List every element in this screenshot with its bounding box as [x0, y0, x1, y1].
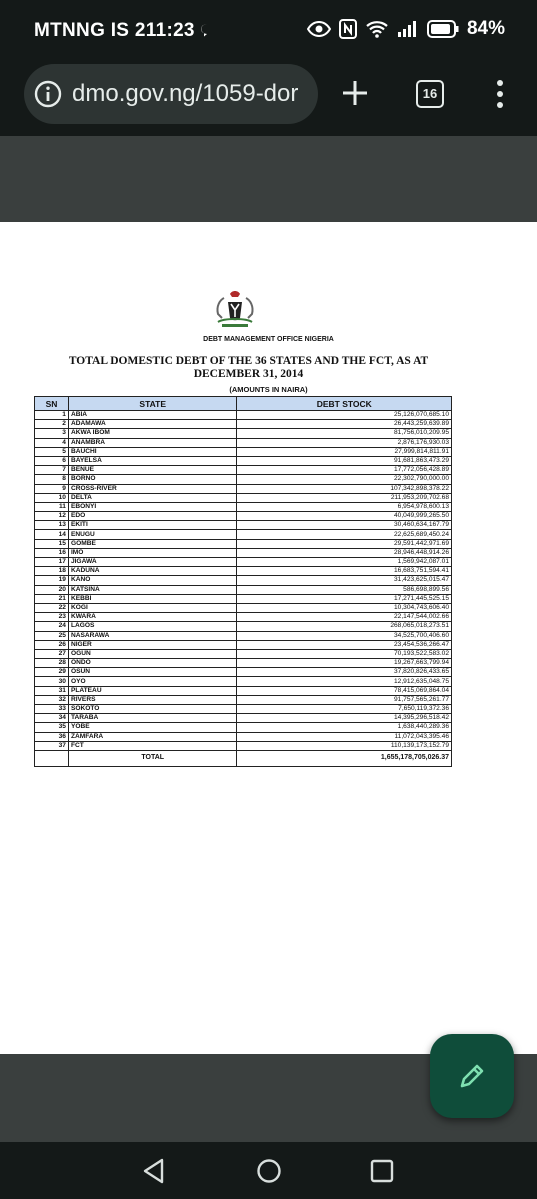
browser-toolbar	[0, 62, 537, 136]
table-row	[35, 594, 452, 603]
debt-stock-cell: 22,302,790,000.00	[237, 475, 452, 484]
plus-icon[interactable]	[340, 78, 370, 108]
table-row	[35, 631, 452, 640]
state-cell: KEBBI	[68, 594, 237, 603]
sn-cell: 14	[35, 530, 69, 539]
debt-stock-cell: 2,876,176,930.03	[237, 438, 452, 447]
debt-stock-cell: 81,756,010,209.95	[237, 429, 452, 438]
sn-cell: 25	[35, 631, 69, 640]
table-row	[35, 475, 452, 484]
sn-cell: 37	[35, 741, 69, 750]
clock: 211:23	[134, 20, 195, 41]
status-carrier-time	[34, 20, 214, 42]
document-subtitle: (AMOUNTS IN NAIRA)	[229, 385, 308, 394]
sn-cell: 4	[35, 438, 69, 447]
sn-cell: 30	[35, 677, 69, 686]
sn-cell: 21	[35, 594, 69, 603]
debt-stock-cell: 70,193,522,583.02	[237, 649, 452, 658]
total-sn-cell	[35, 750, 69, 766]
sn-cell: 24	[35, 622, 69, 631]
state-cell: OGUN	[68, 649, 237, 658]
debt-stock-cell: 34,525,700,406.60	[237, 631, 452, 640]
sn-cell: 20	[35, 585, 69, 594]
sn-cell: 2	[35, 420, 69, 429]
table-row	[35, 677, 452, 686]
state-cell: ZAMFARA	[68, 732, 237, 741]
state-cell: KOGI	[68, 603, 237, 612]
table-row	[35, 659, 452, 668]
table-row	[35, 613, 452, 622]
debt-stock-cell: 37,820,826,433.65	[237, 668, 452, 677]
sn-cell: 9	[35, 484, 69, 493]
table-row	[35, 420, 452, 429]
sn-cell: 11	[35, 502, 69, 511]
sn-cell: 16	[35, 548, 69, 557]
state-cell: CROSS-RIVER	[68, 484, 237, 493]
back-icon[interactable]	[142, 1158, 166, 1184]
debt-stock-cell: 40,049,999,265.50	[237, 512, 452, 521]
state-cell: KATSINA	[68, 585, 237, 594]
eye-icon	[307, 21, 331, 37]
debt-stock-cell: 586,698,899.56	[237, 585, 452, 594]
table-body	[35, 411, 452, 751]
table-row	[35, 640, 452, 649]
viewer-top-margin	[0, 136, 537, 222]
state-cell: SOKOTO	[68, 705, 237, 714]
sn-cell: 5	[35, 447, 69, 456]
edit-fab-button[interactable]	[430, 1034, 514, 1118]
state-cell: ONDO	[68, 659, 237, 668]
sn-cell: 35	[35, 723, 69, 732]
state-cell: NIGER	[68, 640, 237, 649]
chat-bubble-icon	[200, 23, 214, 37]
total-label: TOTAL	[68, 750, 237, 766]
table-row	[35, 585, 452, 594]
table-row	[35, 530, 452, 539]
sn-cell: 15	[35, 539, 69, 548]
debt-stock-cell: 6,954,978,600.13	[237, 502, 452, 511]
wifi-icon	[365, 20, 389, 38]
state-cell: GOMBE	[68, 539, 237, 548]
state-cell: BENUE	[68, 466, 237, 475]
table-row	[35, 438, 452, 447]
more-vert-icon[interactable]	[490, 78, 510, 110]
recents-icon[interactable]	[370, 1159, 394, 1183]
table-row	[35, 447, 452, 456]
state-cell: AKWA IBOM	[68, 429, 237, 438]
debt-stock-cell: 31,423,625,015.47	[237, 576, 452, 585]
signal-icon	[397, 20, 419, 38]
home-icon[interactable]	[256, 1158, 282, 1184]
sn-cell: 33	[35, 705, 69, 714]
debt-stock-cell: 16,683,751,594.41	[237, 567, 452, 576]
sn-cell: 23	[35, 613, 69, 622]
table-row	[35, 493, 452, 502]
debt-stock-cell: 22,147,544,002.66	[237, 613, 452, 622]
state-cell: NASARAWA	[68, 631, 237, 640]
sn-cell: 7	[35, 466, 69, 475]
table-row	[35, 686, 452, 695]
column-header-sn: SN	[35, 397, 69, 411]
table-row	[35, 411, 452, 420]
table-row	[35, 622, 452, 631]
status-icons	[307, 18, 505, 40]
table-row	[35, 567, 452, 576]
table-row	[35, 429, 452, 438]
state-cell: EKITI	[68, 521, 237, 530]
table-row	[35, 714, 452, 723]
debt-stock-cell: 91,757,565,261.77	[237, 695, 452, 704]
table-row	[35, 695, 452, 704]
state-cell: OSUN	[68, 668, 237, 677]
state-cell: ENUGU	[68, 530, 237, 539]
debt-stock-cell: 29,591,442,971.69	[237, 539, 452, 548]
nfc-icon	[339, 19, 357, 39]
info-icon[interactable]	[34, 80, 62, 108]
table-row	[35, 668, 452, 677]
table-row	[35, 539, 452, 548]
sn-cell: 27	[35, 649, 69, 658]
sn-cell: 26	[35, 640, 69, 649]
debt-stock-cell: 23,454,536,266.47	[237, 640, 452, 649]
table-header-row	[35, 397, 452, 411]
sn-cell: 19	[35, 576, 69, 585]
debt-stock-cell: 107,342,898,378.22	[237, 484, 452, 493]
table-row	[35, 548, 452, 557]
debt-stock-cell: 17,772,056,428.89	[237, 466, 452, 475]
table-row	[35, 576, 452, 585]
column-header-state: STATE	[68, 397, 237, 411]
debt-stock-cell: 91,681,863,473.29	[237, 456, 452, 465]
table-row	[35, 603, 452, 612]
table-row	[35, 484, 452, 493]
table-row	[35, 502, 452, 511]
table-row	[35, 466, 452, 475]
sn-cell: 28	[35, 659, 69, 668]
state-cell: IMO	[68, 548, 237, 557]
table-row	[35, 512, 452, 521]
state-cell: BAUCHI	[68, 447, 237, 456]
debt-stock-cell: 1,569,942,087.01	[237, 558, 452, 567]
state-cell: OYO	[68, 677, 237, 686]
debt-stock-cell: 30,460,634,167.79	[237, 521, 452, 530]
tab-switcher-button[interactable]: 16	[416, 80, 444, 108]
battery-icon	[427, 20, 459, 38]
state-cell: KANO	[68, 576, 237, 585]
table-row	[35, 741, 452, 750]
sn-cell: 6	[35, 456, 69, 465]
debt-stock-cell: 19,267,663,799.94	[237, 659, 452, 668]
table-row	[35, 723, 452, 732]
sn-cell: 1	[35, 411, 69, 420]
debt-stock-cell: 14,395,296,518.42	[237, 714, 452, 723]
sn-cell: 31	[35, 686, 69, 695]
debt-stock-cell: 22,625,689,450.24	[237, 530, 452, 539]
table-row	[35, 558, 452, 567]
state-cell: ABIA	[68, 411, 237, 420]
state-cell: RIVERS	[68, 695, 237, 704]
column-header-debt-stock: DEBT STOCK	[237, 397, 452, 411]
debt-stock-cell: 11,072,043,395.46	[237, 732, 452, 741]
sn-cell: 29	[35, 668, 69, 677]
state-cell: EBONYI	[68, 502, 237, 511]
state-cell: KADUNA	[68, 567, 237, 576]
state-cell: KWARA	[68, 613, 237, 622]
debt-stock-cell: 1,638,440,289.36	[237, 723, 452, 732]
status-bar	[0, 0, 537, 62]
table-row	[35, 521, 452, 530]
state-cell: YOBE	[68, 723, 237, 732]
debt-stock-cell: 110,139,173,152.79	[237, 741, 452, 750]
state-cell: PLATEAU	[68, 686, 237, 695]
document-title: TOTAL DOMESTIC DEBT OF THE 36 STATES AND THE FCT, AS AT DECEMBER 31, 2014	[68, 355, 429, 380]
state-cell: DELTA	[68, 493, 237, 502]
state-cell: FCT	[68, 741, 237, 750]
debt-stock-cell: 211,953,209,702.68	[237, 493, 452, 502]
table-row	[35, 705, 452, 714]
debt-stock-cell: 7,650,119,372.36	[237, 705, 452, 714]
table-row	[35, 649, 452, 658]
debt-stock-cell: 28,946,448,914.26	[237, 548, 452, 557]
address-bar[interactable]	[24, 64, 318, 124]
debt-table	[34, 396, 452, 767]
sn-cell: 12	[35, 512, 69, 521]
sn-cell: 8	[35, 475, 69, 484]
edit-pencil-icon	[458, 1062, 486, 1090]
debt-stock-cell: 17,271,445,525.15	[237, 594, 452, 603]
debt-stock-cell: 25,126,070,685.10	[237, 411, 452, 420]
carrier-name: MTNNG IS	[34, 20, 130, 41]
state-cell: ANAMBRA	[68, 438, 237, 447]
sn-cell: 36	[35, 732, 69, 741]
total-row	[35, 750, 452, 766]
url-text[interactable]: dmo.gov.ng/1059-dor	[72, 80, 299, 107]
sn-cell: 17	[35, 558, 69, 567]
table-row	[35, 456, 452, 465]
debt-stock-cell: 78,415,069,864.04	[237, 686, 452, 695]
coat-of-arms-logo	[212, 288, 258, 332]
debt-stock-cell: 10,304,743,606.40	[237, 603, 452, 612]
state-cell: LAGOS	[68, 622, 237, 631]
state-cell: EDO	[68, 512, 237, 521]
state-cell: JIGAWA	[68, 558, 237, 567]
state-cell: ADAMAWA	[68, 420, 237, 429]
state-cell: BORNO	[68, 475, 237, 484]
sn-cell: 18	[35, 567, 69, 576]
sn-cell: 22	[35, 603, 69, 612]
table-row	[35, 732, 452, 741]
battery-percent: 84%	[466, 18, 505, 39]
debt-stock-cell: 27,999,814,811.91	[237, 447, 452, 456]
total-value: 1,655,178,705,026.37	[237, 750, 452, 766]
sn-cell: 13	[35, 521, 69, 530]
system-nav-bar	[0, 1142, 537, 1199]
office-name: DEBT MANAGEMENT OFFICE NIGERIA	[203, 336, 334, 343]
sn-cell: 32	[35, 695, 69, 704]
state-cell: BAYELSA	[68, 456, 237, 465]
debt-stock-cell: 268,065,018,273.51	[237, 622, 452, 631]
sn-cell: 34	[35, 714, 69, 723]
sn-cell: 3	[35, 429, 69, 438]
debt-stock-cell: 26,443,259,639.89	[237, 420, 452, 429]
pdf-page[interactable]	[0, 222, 537, 1054]
debt-stock-cell: 12,912,635,048.75	[237, 677, 452, 686]
state-cell: TARABA	[68, 714, 237, 723]
sn-cell: 10	[35, 493, 69, 502]
